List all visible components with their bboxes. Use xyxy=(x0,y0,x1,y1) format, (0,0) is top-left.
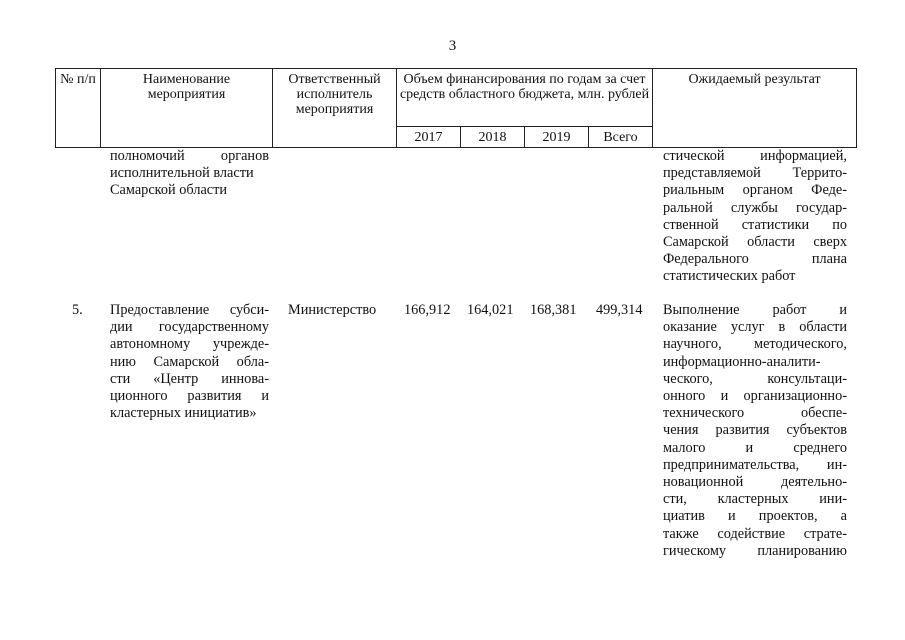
row5-executor: Министерство xyxy=(288,302,377,318)
header-funding: Объем финансирования по годам за счет средств областного бюджета, млн. рублей xyxy=(397,69,653,127)
text-line: дии государственному xyxy=(110,319,269,336)
text-line: гическому планированию xyxy=(663,542,847,559)
text-line: чения развития субъектов xyxy=(663,422,847,439)
row5-value-2018: 164,021 xyxy=(467,302,514,318)
text-line: исполнительной власти xyxy=(110,165,254,182)
text-line: ционного развития и xyxy=(110,388,269,405)
header-executor: Ответственный исполнитель мероприятия xyxy=(273,69,397,148)
text-line: научного, методического, xyxy=(663,336,847,353)
text-line: циатив и проектов, а xyxy=(663,508,847,525)
text-line: Самарской области сверх xyxy=(663,234,847,251)
text-line: онного и организационно- xyxy=(663,388,847,405)
row5-value-2019: 168,381 xyxy=(530,302,577,318)
row5-value-total: 499,314 xyxy=(596,302,643,318)
header-year-2018: 2018 xyxy=(461,127,525,148)
text-line: ческого, консультаци- xyxy=(663,370,847,387)
text-line: нию Самарской обла- xyxy=(110,353,269,370)
row5-number: 5. xyxy=(72,302,83,318)
text-line: риальным органом Феде- xyxy=(663,182,847,199)
text-line: предпринимательства, ин- xyxy=(663,456,847,473)
row5-result-cell xyxy=(663,302,847,560)
text-line: Самарской области xyxy=(110,182,228,199)
header-total: Всего xyxy=(589,127,653,148)
text-line: полномочий органов xyxy=(110,148,269,164)
header-num: № п/п xyxy=(56,69,101,148)
text-line: автономному учрежде- xyxy=(110,336,269,353)
row5-name-cell xyxy=(110,302,269,422)
text-line: малого и среднего xyxy=(663,439,847,456)
text-line: сти «Центр иннова- xyxy=(110,370,269,387)
header-year-2019: 2019 xyxy=(525,127,589,148)
text-line: информационно-аналити- xyxy=(663,353,821,370)
table-header xyxy=(55,68,857,148)
text-line: технического обеспе- xyxy=(663,405,847,422)
header-year-2017: 2017 xyxy=(397,127,461,148)
page-number: 3 xyxy=(448,38,457,54)
text-line: Выполнение работ и xyxy=(663,302,847,318)
text-line: сти, кластерных ини- xyxy=(663,491,847,508)
text-line: статистических работ xyxy=(663,268,796,285)
text-line: кластерных инициатив» xyxy=(110,405,257,422)
text-line: новационной деятельно- xyxy=(663,474,847,491)
text-line: ственной статистики по xyxy=(663,216,847,233)
text-line: Предоставление субси- xyxy=(110,302,269,318)
header-name: Наименование мероприятия xyxy=(101,69,273,148)
continued-name-cell xyxy=(110,148,269,200)
text-line: ральной службы государ- xyxy=(663,199,847,216)
text-line: Федерального плана xyxy=(663,251,847,268)
text-line: стической информацией, xyxy=(663,148,847,164)
row5-value-2017: 166,912 xyxy=(404,302,451,318)
text-line: представляемой Террито- xyxy=(663,165,847,182)
text-line: также содействие страте- xyxy=(663,525,847,542)
text-line: оказание услуг в области xyxy=(663,319,847,336)
header-result: Ожидаемый результат xyxy=(653,69,857,148)
continued-result-cell xyxy=(663,148,847,286)
